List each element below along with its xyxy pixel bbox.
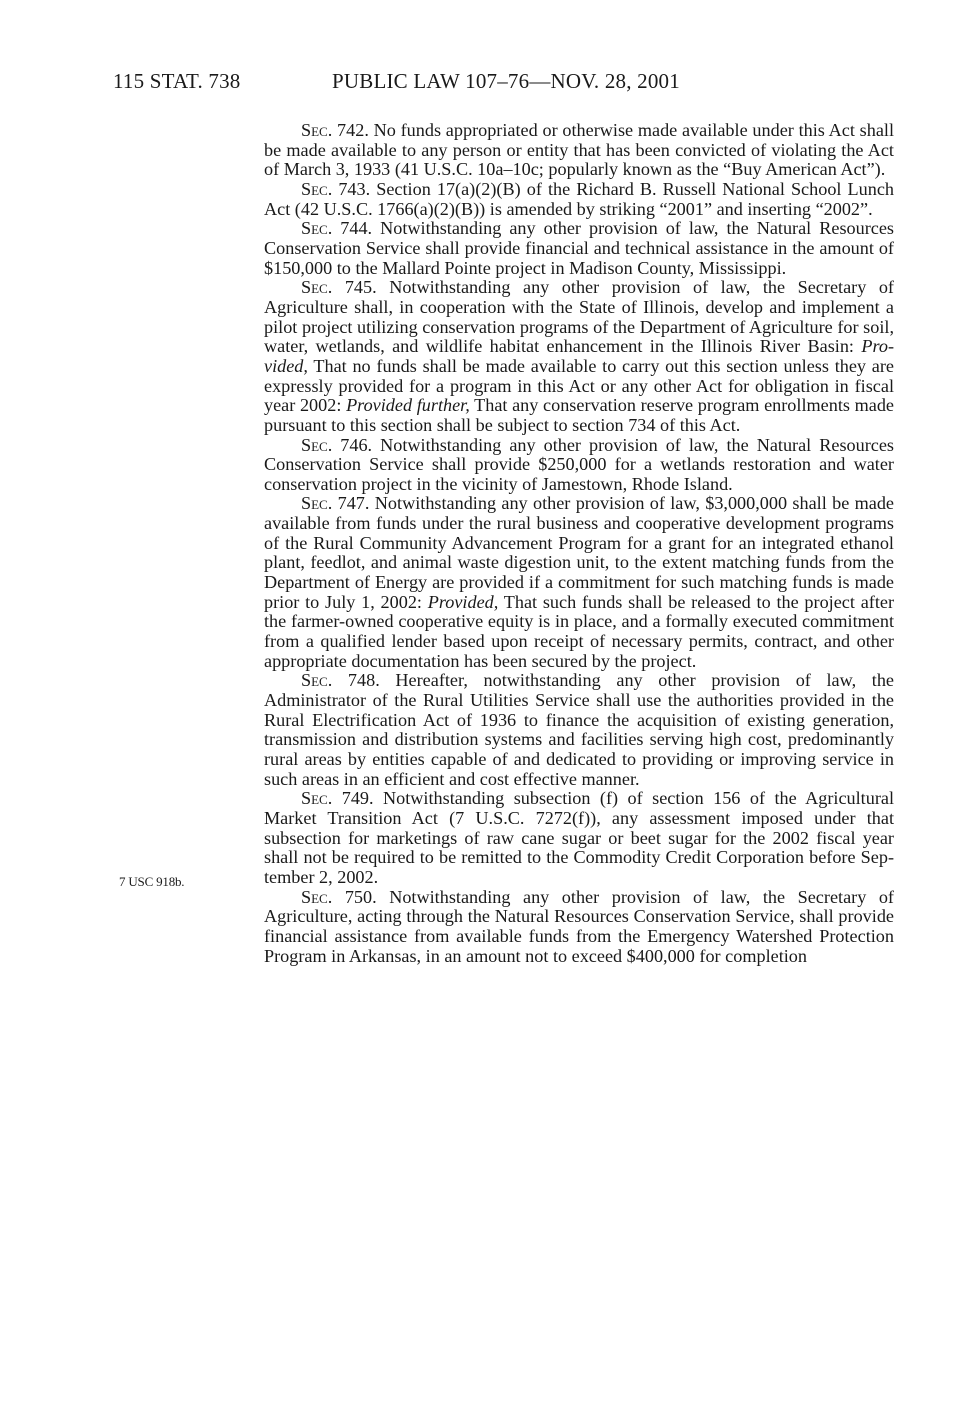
proviso-term: Provided further, (346, 395, 470, 416)
stat-page-number: 115 STAT. 738 (113, 69, 241, 93)
section-label: Sec. 748. (301, 670, 380, 691)
section-label: Sec. 747. (301, 493, 370, 514)
section-744 (264, 219, 894, 278)
margin-note-usc-citation: 7 USC 918b. (119, 874, 185, 889)
section-label: Sec. 749. (301, 788, 374, 809)
section-label: Sec. 743. (301, 178, 371, 199)
section-750 (264, 888, 894, 967)
section-748 (264, 671, 894, 789)
section-text: Notwithstanding any other provision of law, the Natural Resources Conservation Service shall provide financial and technical assistance in the amount of $150,000 to the Mallard Pointe project in Madison County, Mississippi. (264, 218, 894, 278)
section-label: Sec. 742. (301, 120, 369, 140)
section-label: Sec. 750. (301, 886, 377, 907)
section-747 (264, 494, 894, 671)
page-header (113, 66, 793, 96)
section-text: No funds appropriated or otherwise made available under this Act shall be made available to any person or entity that has been convicted of violating the Act of March 3, 1933 (41 U.S.C. 10a–10c; popularly known as the “Buy American Act”). (264, 120, 894, 180)
section-743 (264, 180, 894, 219)
section-text: Notwithstanding any other provision of law, the Natural Resources Conservation Service shall provide $250,000 for a wetlands restoration and water conservation project in the vicinity of Jamestown, Rhode Island. (264, 434, 894, 494)
section-text: Notwithstanding any other provision of law, the Secretary of Agriculture, acting through the Natural Resources Conservation Service, shall provide financial assistance from available funds from the Emergency Watershed Protection Program in Arkansas, in an amount not to exceed $400,000 for completion (264, 886, 894, 966)
section-text: That any conservation reserve program enrollments made pursuant to this section shall be subject to section 734 of this Act. (264, 395, 894, 435)
proviso-term: Provided, (264, 336, 894, 376)
section-label: Sec. 745. (301, 277, 377, 298)
section-text: Notwithstanding any other provision of law, the Secretary of Agriculture shall, in cooperation with the State of Illinois, develop and implement a pilot project utilizing conservation programs of the Department of Agriculture for soil, water, wetlands, and wildlife habitat enhancement in the Illinois River Basin: (264, 277, 894, 357)
section-745 (264, 278, 894, 435)
section-742 (264, 121, 894, 180)
proviso-term: Provided, (427, 591, 499, 612)
public-law-date: PUBLIC LAW 107–76—NOV. 28, 2001 (332, 69, 680, 93)
statute-body (264, 121, 894, 966)
section-text: That such funds shall be released to the project after the farmer-owned cooperative equity is in place, and a formally executed commitment from a qualified lender based upon receipt of necessary permits, contract, and other appropriate documentation has been secured by the project. (264, 591, 895, 671)
section-text: Section 17(a)(2)(B) of the Richard B. Russell National School Lunch Act (42 U.S.C. 1766(a)(2)(B)) is amended by striking “2001” and inserting “2002”. (264, 178, 894, 219)
section-746 (264, 436, 894, 495)
section-label: Sec. 744. (301, 218, 373, 239)
section-text: Hereafter, notwithstanding any other provision of law, the Administrator of the Rural Utilities Service shall use the authorities provided in the Rural Electrification Act of 1936 to finance the acquisition of existing generation, transmission and distribution systems and facilities serving high cost, predominantly rural areas by entities capable of and dedicated to providing or improving service in such areas in an efficient and cost effective manner. (264, 670, 894, 789)
section-label: Sec. 746. (301, 434, 373, 455)
section-text: Notwithstanding any other provision of law, $3,000,000 shall be made available from funds under the rural business and cooperative development programs of the Rural Community Advancement Program for a grant for an integrated ethanol plant, feedlot, and animal waste digestion unit, to the extent matching funds from the Department of Energy are provided if a commitment for such matching funds is made prior to July 1, 2002: (264, 493, 894, 612)
section-749 (264, 789, 894, 887)
section-text: That no funds shall be made available to carry out this section unless they are expressly provided for a program in this Act or any other Act for obligation in fiscal year 2002: (264, 355, 894, 416)
section-text: Notwithstanding subsection (f) of section 156 of the Agricultural Market Transition Act (7 U.S.C. 7272(f)), any assessment imposed under that subsection for marketings of raw cane sugar or beet sugar for the 2002 fiscal year shall not be required to be remitted to the Commodity Credit Corporation before September 2, 2002. (264, 788, 894, 887)
